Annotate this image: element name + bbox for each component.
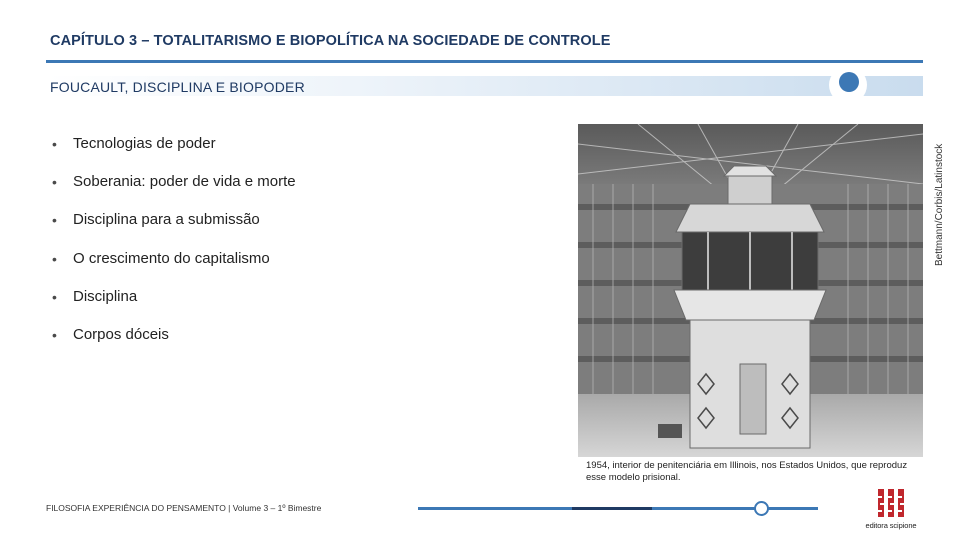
publisher-logo-mark-icon <box>876 487 906 519</box>
section-title: FOUCAULT, DISCIPLINA E BIOPODER <box>50 79 305 95</box>
footer-circle-icon <box>754 501 769 516</box>
title-rule <box>46 60 923 63</box>
bullet-dot-icon: • <box>52 288 57 305</box>
chapter-title: CAPÍTULO 3 – TOTALITARISMO E BIOPOLÍTICA NA SOCIEDADE DE CONTROLE <box>50 33 611 49</box>
bullet-text: Tecnologias de poder <box>73 135 216 152</box>
bullet-item <box>52 248 296 286</box>
bullet-dot-icon: • <box>52 174 57 191</box>
bullet-item <box>52 324 296 362</box>
bullet-dot-icon: • <box>52 212 57 229</box>
bullet-dot-icon: • <box>52 250 57 267</box>
bullet-text: Corpos dóceis <box>73 325 169 343</box>
bullet-list <box>52 133 296 362</box>
bullet-item <box>52 133 296 171</box>
bullet-item <box>52 171 296 209</box>
footer-line-accent <box>572 507 652 510</box>
bullet-item <box>52 209 296 247</box>
publisher-logo-text: editora scipione <box>865 521 917 530</box>
footer-text: FILOSOFIA EXPERIÊNCIA DO PENSAMENTO | Volume 3 – 1º Bimestre <box>46 503 322 513</box>
bullet-text: O crescimento do capitalismo <box>73 249 270 267</box>
bullet-item <box>52 286 296 324</box>
bullet-text: Disciplina <box>73 287 138 305</box>
bullet-dot-icon: • <box>52 326 57 343</box>
section-dot-icon <box>829 66 867 104</box>
prison-photo <box>578 124 923 457</box>
bullet-text: Disciplina para a submissão <box>73 211 260 229</box>
bullet-text: Soberania: poder de vida e morte <box>73 173 296 191</box>
publisher-logo <box>858 487 924 533</box>
photo-caption: 1954, interior de penitenciária em Illinois, nos Estados Unidos, que reproduz esse modelo prisional. <box>586 460 908 483</box>
bullet-dot-icon: • <box>52 136 57 152</box>
